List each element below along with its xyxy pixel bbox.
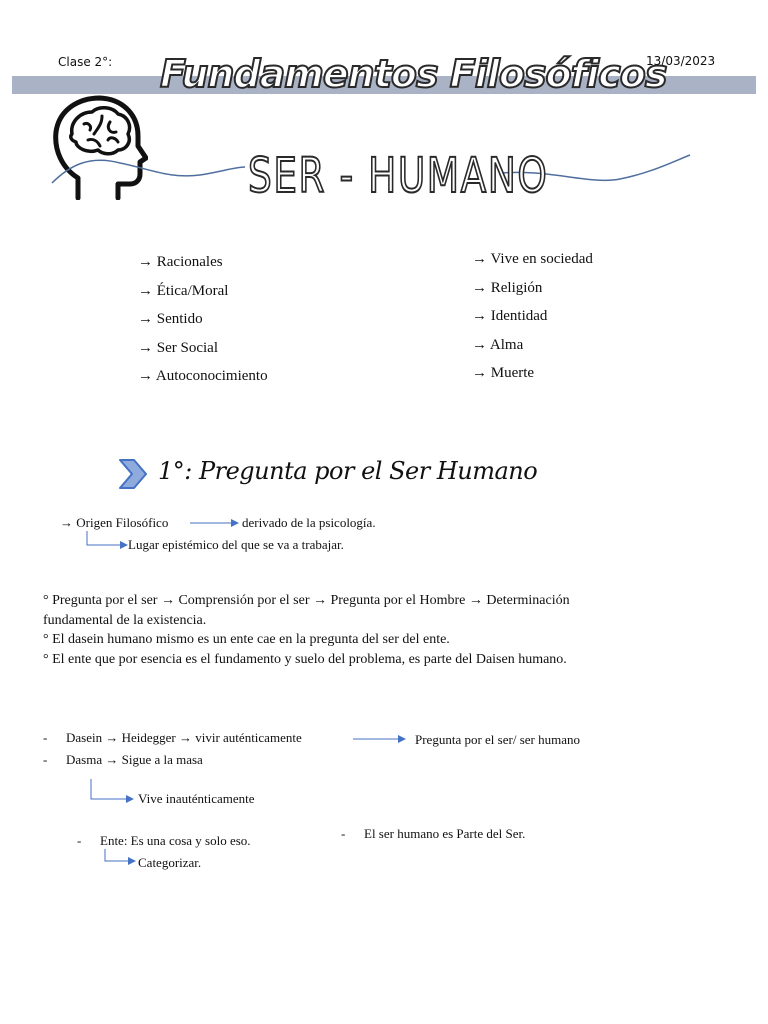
- bullet-dash: -: [341, 826, 346, 841]
- place-text: Lugar epistémico del que se va a trabajar.: [128, 537, 344, 552]
- elbow-arrow-icon: [88, 778, 136, 808]
- date-label: 13/03/2023: [646, 54, 716, 68]
- categorize-text: Categorizar.: [138, 855, 202, 870]
- arrow-right-icon: [189, 517, 241, 529]
- list-item: → Alma: [472, 336, 524, 353]
- paragraph-1-line-1: ° Pregunta por el ser → Comprensión por el ser → Pregunta por el Hombre → Determinación: [43, 593, 570, 608]
- inauthentic-text: Vive inauténticamente: [138, 791, 255, 806]
- class-label: Clase 2°:: [58, 55, 113, 69]
- paragraph-1-line-2: fundamental de la existencia.: [43, 612, 207, 628]
- paragraph-1: [43, 591, 570, 669]
- ser-humano-text: El ser humano es Parte del Ser.: [364, 826, 526, 841]
- ente-text: Ente: Es una cosa y solo eso.: [100, 833, 251, 848]
- dasein-text: Dasein → Heidegger → vivir auténticamente: [66, 730, 302, 745]
- paragraph-2: ° El dasein humano mismo es un ente cae en la pregunta del ser del ente.: [43, 632, 450, 647]
- bullet-dash: -: [43, 730, 48, 745]
- list-item: → Muerte: [472, 365, 535, 381]
- origin-text: → Origen Filosófico: [60, 515, 169, 530]
- elbow-arrow-icon: [84, 530, 130, 552]
- section-title: 1°: Pregunta por el Ser Humano: [158, 457, 538, 485]
- dasein-result-text: Pregunta por el ser/ ser humano: [415, 732, 580, 747]
- bullet-dash: -: [43, 752, 48, 767]
- list-item: → Sentido: [138, 311, 203, 327]
- list-item: → Ética/Moral: [138, 282, 229, 299]
- list-item: → Vive en sociedad: [472, 251, 593, 267]
- elbow-arrow-icon: [102, 848, 138, 868]
- paragraph-3: ° El ente que por esencia es el fundamento y suelo del problema, es parte del Daisen humano.: [43, 651, 567, 667]
- derived-text: derivado de la psicología.: [242, 515, 376, 530]
- arrow-right-icon: [352, 733, 408, 745]
- bullet-dash: -: [77, 833, 82, 848]
- course-title: Fundamentos Filosóficos: [160, 52, 667, 96]
- list-item: → Ser Social: [138, 339, 218, 356]
- list-item: → Racionales: [138, 254, 223, 270]
- characteristics-right-list: [472, 245, 593, 388]
- characteristics-left-list: [138, 248, 268, 391]
- list-item: → Autoconocimiento: [138, 368, 268, 384]
- dasma-text: Dasma → Sigue a la masa: [66, 752, 203, 767]
- list-item: → Religión: [472, 279, 543, 296]
- chevron-right-icon: [118, 458, 148, 490]
- list-item: → Identidad: [472, 308, 548, 324]
- topic-title: SER - HUMANO: [248, 148, 549, 204]
